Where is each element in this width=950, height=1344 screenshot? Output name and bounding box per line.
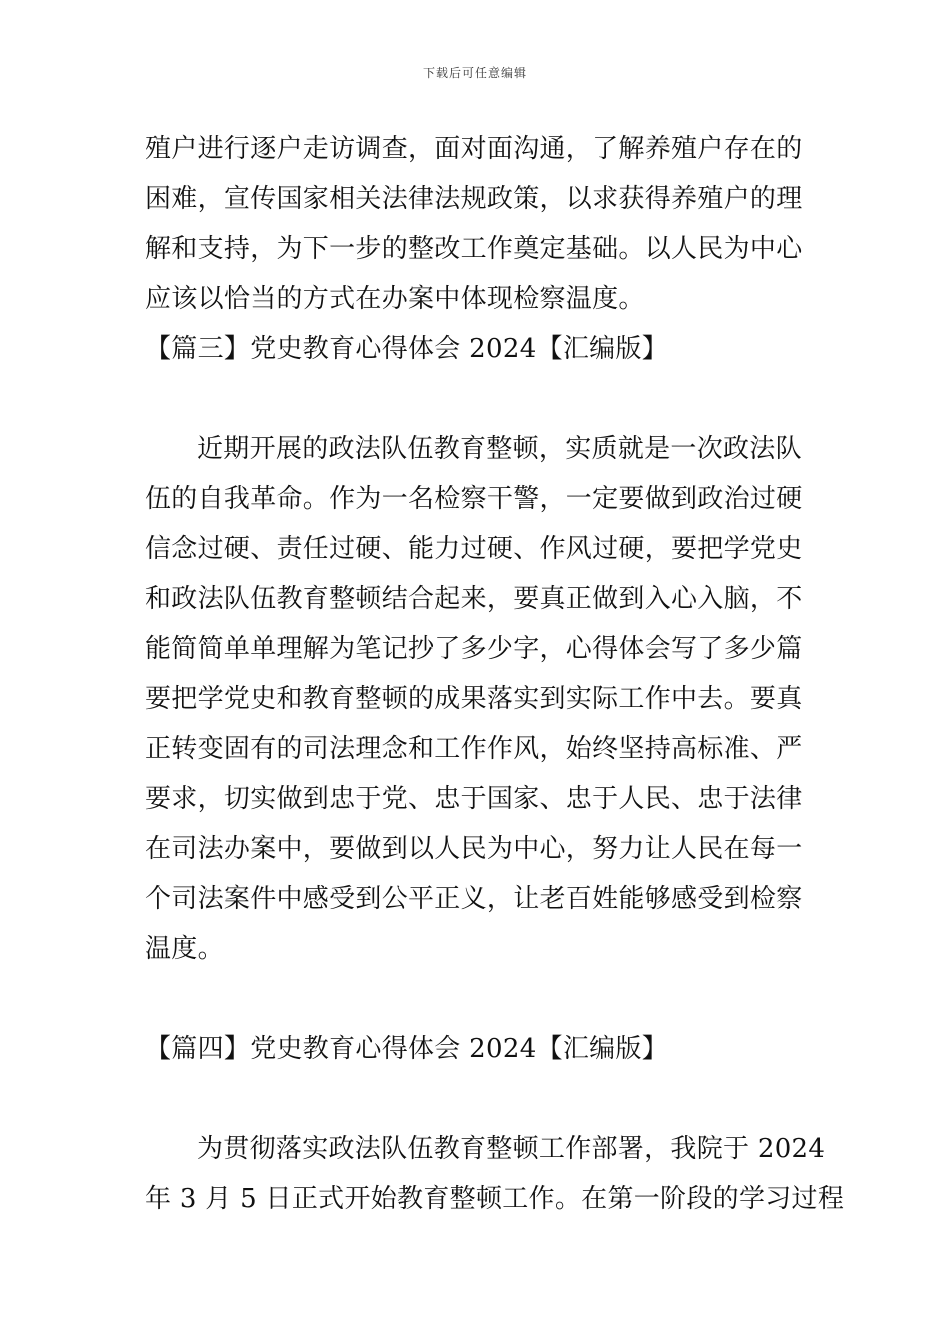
text-line: 温度。: [145, 934, 224, 964]
text-line: 解和支持，为下一步的整改工作奠定基础。以人民为中心: [145, 234, 803, 264]
spacer: [145, 1074, 810, 1124]
document-body: [145, 124, 845, 1224]
text-line: 殖户进行逐户走访调查，面对面沟通，了解养殖户存在的: [145, 134, 803, 164]
text-line: 要把学党史和教育整顿的成果落实到实际工作中去。要真: [145, 684, 803, 714]
text-line: 困难，宣传国家相关法律法规政策，以求获得养殖户的理: [145, 184, 803, 214]
page-header: 下载后可任意编辑: [422, 66, 527, 80]
spacer: [145, 374, 810, 424]
text-line: 伍的自我革命。作为一名检察干警，一定要做到政治过硬: [145, 484, 803, 514]
section-heading-4: 【篇四】党史教育心得体会 2024【汇编版】: [145, 1034, 669, 1064]
paragraph-section-3: [145, 424, 810, 974]
text-line: 个司法案件中感受到公平正义，让老百姓能够感受到检察: [145, 884, 803, 914]
text-line: 和政法队伍教育整顿结合起来，要真正做到入心入脑，不: [145, 584, 803, 614]
spacer: [145, 974, 810, 1024]
text-line: 应该以恰当的方式在办案中体现检察温度。: [145, 284, 645, 314]
paragraph-continuation: [145, 124, 810, 324]
text-line: 在司法办案中，要做到以人民为中心，努力让人民在每一: [145, 834, 803, 864]
text-line: 信念过硬、责任过硬、能力过硬、作风过硬，要把学党史: [145, 534, 803, 564]
section-heading-3: 【篇三】党史教育心得体会 2024【汇编版】: [145, 334, 669, 364]
text-line: 要求，切实做到忠于党、忠于国家、忠于人民、忠于法律: [145, 784, 803, 814]
paragraph-section-4: [145, 1124, 845, 1224]
text-line: 为贯彻落实政法队伍教育整顿工作部署，我院于 2024: [197, 1134, 826, 1164]
text-line: 近期开展的政法队伍教育整顿，实质就是一次政法队: [197, 434, 802, 464]
text-line: 年 3 月 5 日正式开始教育整顿工作。在第一阶段的学习过程: [145, 1184, 845, 1214]
text-line: 正转变固有的司法理念和工作作风，始终坚持高标准、严: [145, 734, 803, 764]
text-line: 能简简单单理解为笔记抄了多少字，心得体会写了多少篇: [145, 634, 803, 664]
